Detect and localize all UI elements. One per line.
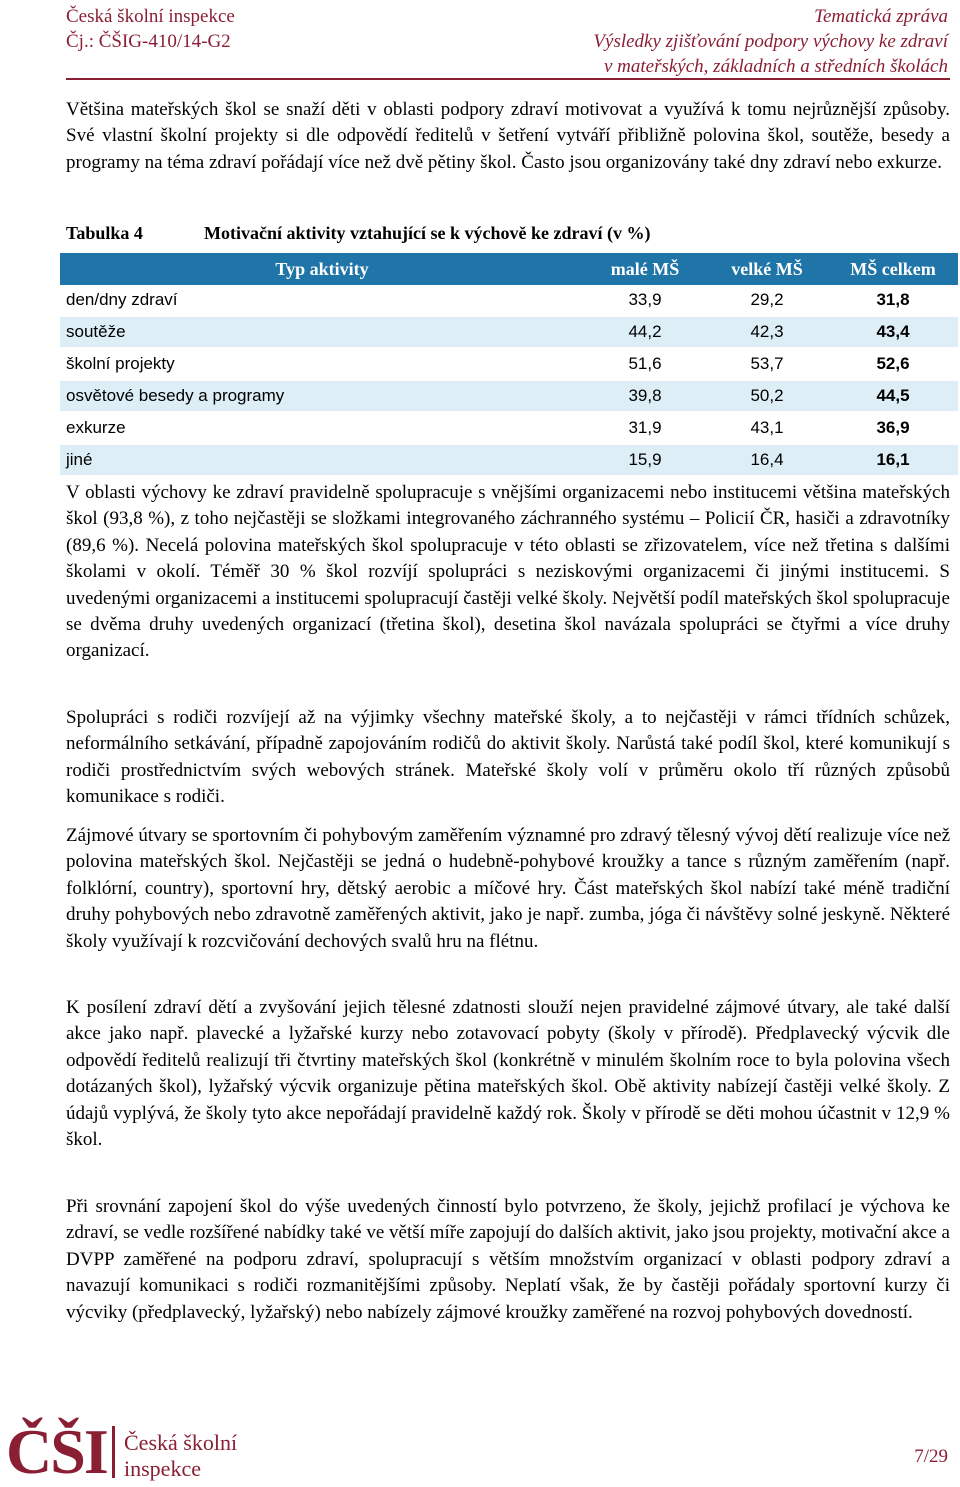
header-doc-title-2: v mateřských, základních a středních školách — [603, 56, 948, 77]
header-reference-number: Čj.: ČŠIG-410/14-G2 — [66, 31, 231, 52]
header-left — [66, 4, 235, 54]
cell-total: 44,5 — [828, 380, 958, 412]
page-number: 7/29 — [914, 1446, 948, 1467]
cell-small: 39,8 — [584, 380, 706, 412]
col-header-large: velké MŠ — [706, 253, 828, 285]
logo-text-line2: inspekce — [124, 1456, 201, 1481]
header-doc-type: Tematická zpráva — [814, 6, 948, 27]
table-caption — [66, 223, 650, 244]
table-row — [60, 380, 958, 412]
header-doc-title-1: Výsledky zjišťování podpory výchovy ke zdraví — [593, 31, 948, 52]
row-label: osvětové besedy a programy — [60, 380, 584, 412]
cell-small: 51,6 — [584, 348, 706, 380]
row-label: exkurze — [60, 412, 584, 444]
cell-large: 53,7 — [706, 348, 828, 380]
table-row — [60, 285, 958, 316]
cell-total: 16,1 — [828, 444, 958, 476]
motivation-activities-table — [60, 253, 958, 477]
row-label: školní projekty — [60, 348, 584, 380]
header-right — [593, 4, 948, 79]
row-label: soutěže — [60, 316, 584, 348]
cell-small: 33,9 — [584, 285, 706, 316]
intro-paragraph: Většina mateřských škol se snaží děti v oblasti podpory zdraví motivovat a využívá k tomu nejrůznější způsoby. Své vlastní školní projekty si dle odpovědí ředitelů v šetření vytváří přibližně polovina škol, soutěže, besedy a programy na téma zdraví pořádají více než dvě pětiny škol. Často jsou organizovány také dny zdraví nebo exkurze. — [66, 99, 950, 173]
table-label: Tabulka 4 — [66, 223, 143, 243]
header-org-name: Česká školní inspekce — [66, 6, 235, 27]
page-header — [0, 0, 960, 80]
cell-large: 43,1 — [706, 412, 828, 444]
row-label: den/dny zdraví — [60, 285, 584, 316]
cell-large: 16,4 — [706, 444, 828, 476]
paragraph-comparison: Při srovnání zapojení škol do výše uvedených činností bylo potvrzeno, že školy, jejichž profilací je výchova ke zdraví, se vedle rozšířené nabídky také ve větší míře zapojují do dalších aktivit, jako jsou projekty, motivační akce a DVPP zaměřené na podporu zdraví, spolupracují s větším množstvím organizací v oblasti podpory zdraví a navazují komunikaci s rodiči rozmanitějšími způsoby. Neplatí však, že by častěji pořádaly sportovní kurzy či výcviky (předplavecký, lyžařský) nebo nabízely zájmové kroužky zaměřené na rozvoj pohybových dovedností. — [66, 1196, 950, 1323]
row-label: jiné — [60, 444, 584, 476]
table-row — [60, 316, 958, 348]
table-header-row — [60, 253, 958, 285]
csi-logo — [0, 1408, 300, 1486]
logo-text-line1: Česká školní — [124, 1430, 238, 1455]
col-header-total: MŠ celkem — [828, 253, 958, 285]
logo-text — [124, 1430, 237, 1482]
table-row — [60, 444, 958, 476]
col-header-type: Typ aktivity — [60, 253, 584, 285]
cell-small: 15,9 — [584, 444, 706, 476]
table-title: Motivační aktivity vztahující se k výchově ke zdraví (v %) — [204, 223, 651, 243]
cell-total: 52,6 — [828, 348, 958, 380]
cell-large: 29,2 — [706, 285, 828, 316]
cell-large: 50,2 — [706, 380, 828, 412]
logo-divider — [112, 1426, 115, 1478]
paragraph-activities: Zájmové útvary se sportovním či pohybovým zaměřením významné pro zdravý tělesný vývoj dětí realizuje více než polovina mateřských škol. Nejčastěji se jedná o hudebně-pohybové kroužky a tance s různým zaměřením (např. folklórní, country), sportovní hry, dětský aerobic a míčové hry. Část mateřských škol nabízí také méně tradiční druhy pohybových nebo zdravotně zaměřených aktivit, jako je např. zumba, jóga či návštěvy solné jeskyně. Některé školy využívají k rozcvičování dechových svalů hru na flétnu. — [66, 825, 950, 952]
cell-total: 31,8 — [828, 285, 958, 316]
cell-large: 42,3 — [706, 316, 828, 348]
cell-small: 44,2 — [584, 316, 706, 348]
paragraph-parents: Spolupráci s rodiči rozvíjejí až na výjimky všechny mateřské školy, a to nejčastěji v rámci třídních schůzek, neformálního setkávání, případně zapojováním rodičů do aktivit školy. Narůstá také podíl škol, které komunikují s rodiči prostřednictvím svých webových stránek. Mateřské školy volí v průměru okolo tří různých způsobů komunikace s rodiči. — [66, 707, 950, 808]
paragraph-health-events: K posílení zdraví dětí a zvyšování jejich tělesné zdatnosti slouží nejen pravidelné zájmové útvary, ale také další akce jako např. plavecké a lyžařské kurzy nebo zotavovací pobyty (školy v přírodě). Předplavecký výcvik dle odpovědí ředitelů realizují tři čtvrtiny mateřských škol (konkrétně v minulém školním roce to byla polovina všech dotázaných škol), lyžařský výcvik organizuje pětina mateřských škol. Obě aktivity nabízejí častěji velké školy. Z údajů vyplývá, že školy tyto akce nepořádají pravidelně každý rok. Školy v přírodě se děti mohou účastnit v 12,9 % škol. — [66, 997, 950, 1151]
col-header-small: malé MŠ — [584, 253, 706, 285]
paragraph-cooperation: V oblasti výchovy ke zdraví pravidelně spolupracuje s vnějšími organizacemi nebo institucemi většina mateřských škol (93,8 %), z toho nejčastěji se složkami integrovaného záchranného systému – Policií ČR, hasiči a zdravotníky (89,6 %). Necelá polovina mateřských škol spolupracuje v této oblasti se zřizovatelem, více než třetina s dalšími školami v okolí. Téměř 30 % škol rozvíjí spolupráci s neziskovými organizacemi či jinými institucemi. S uvedenými organizacemi a institucemi spolupracují častěji velké školy. Největší podíl mateřských škol spolupracuje se dvěma druhy uvedených organizací (třetina škol), desetina škol navázala spolupráci se čtyřmi a více druhy organizací. — [66, 482, 950, 662]
cell-total: 43,4 — [828, 316, 958, 348]
table-row — [60, 348, 958, 380]
header-divider — [66, 78, 950, 80]
cell-small: 31,9 — [584, 412, 706, 444]
cell-total: 36,9 — [828, 412, 958, 444]
logo-mark: ČŠI — [6, 1416, 107, 1487]
table-row — [60, 412, 958, 444]
